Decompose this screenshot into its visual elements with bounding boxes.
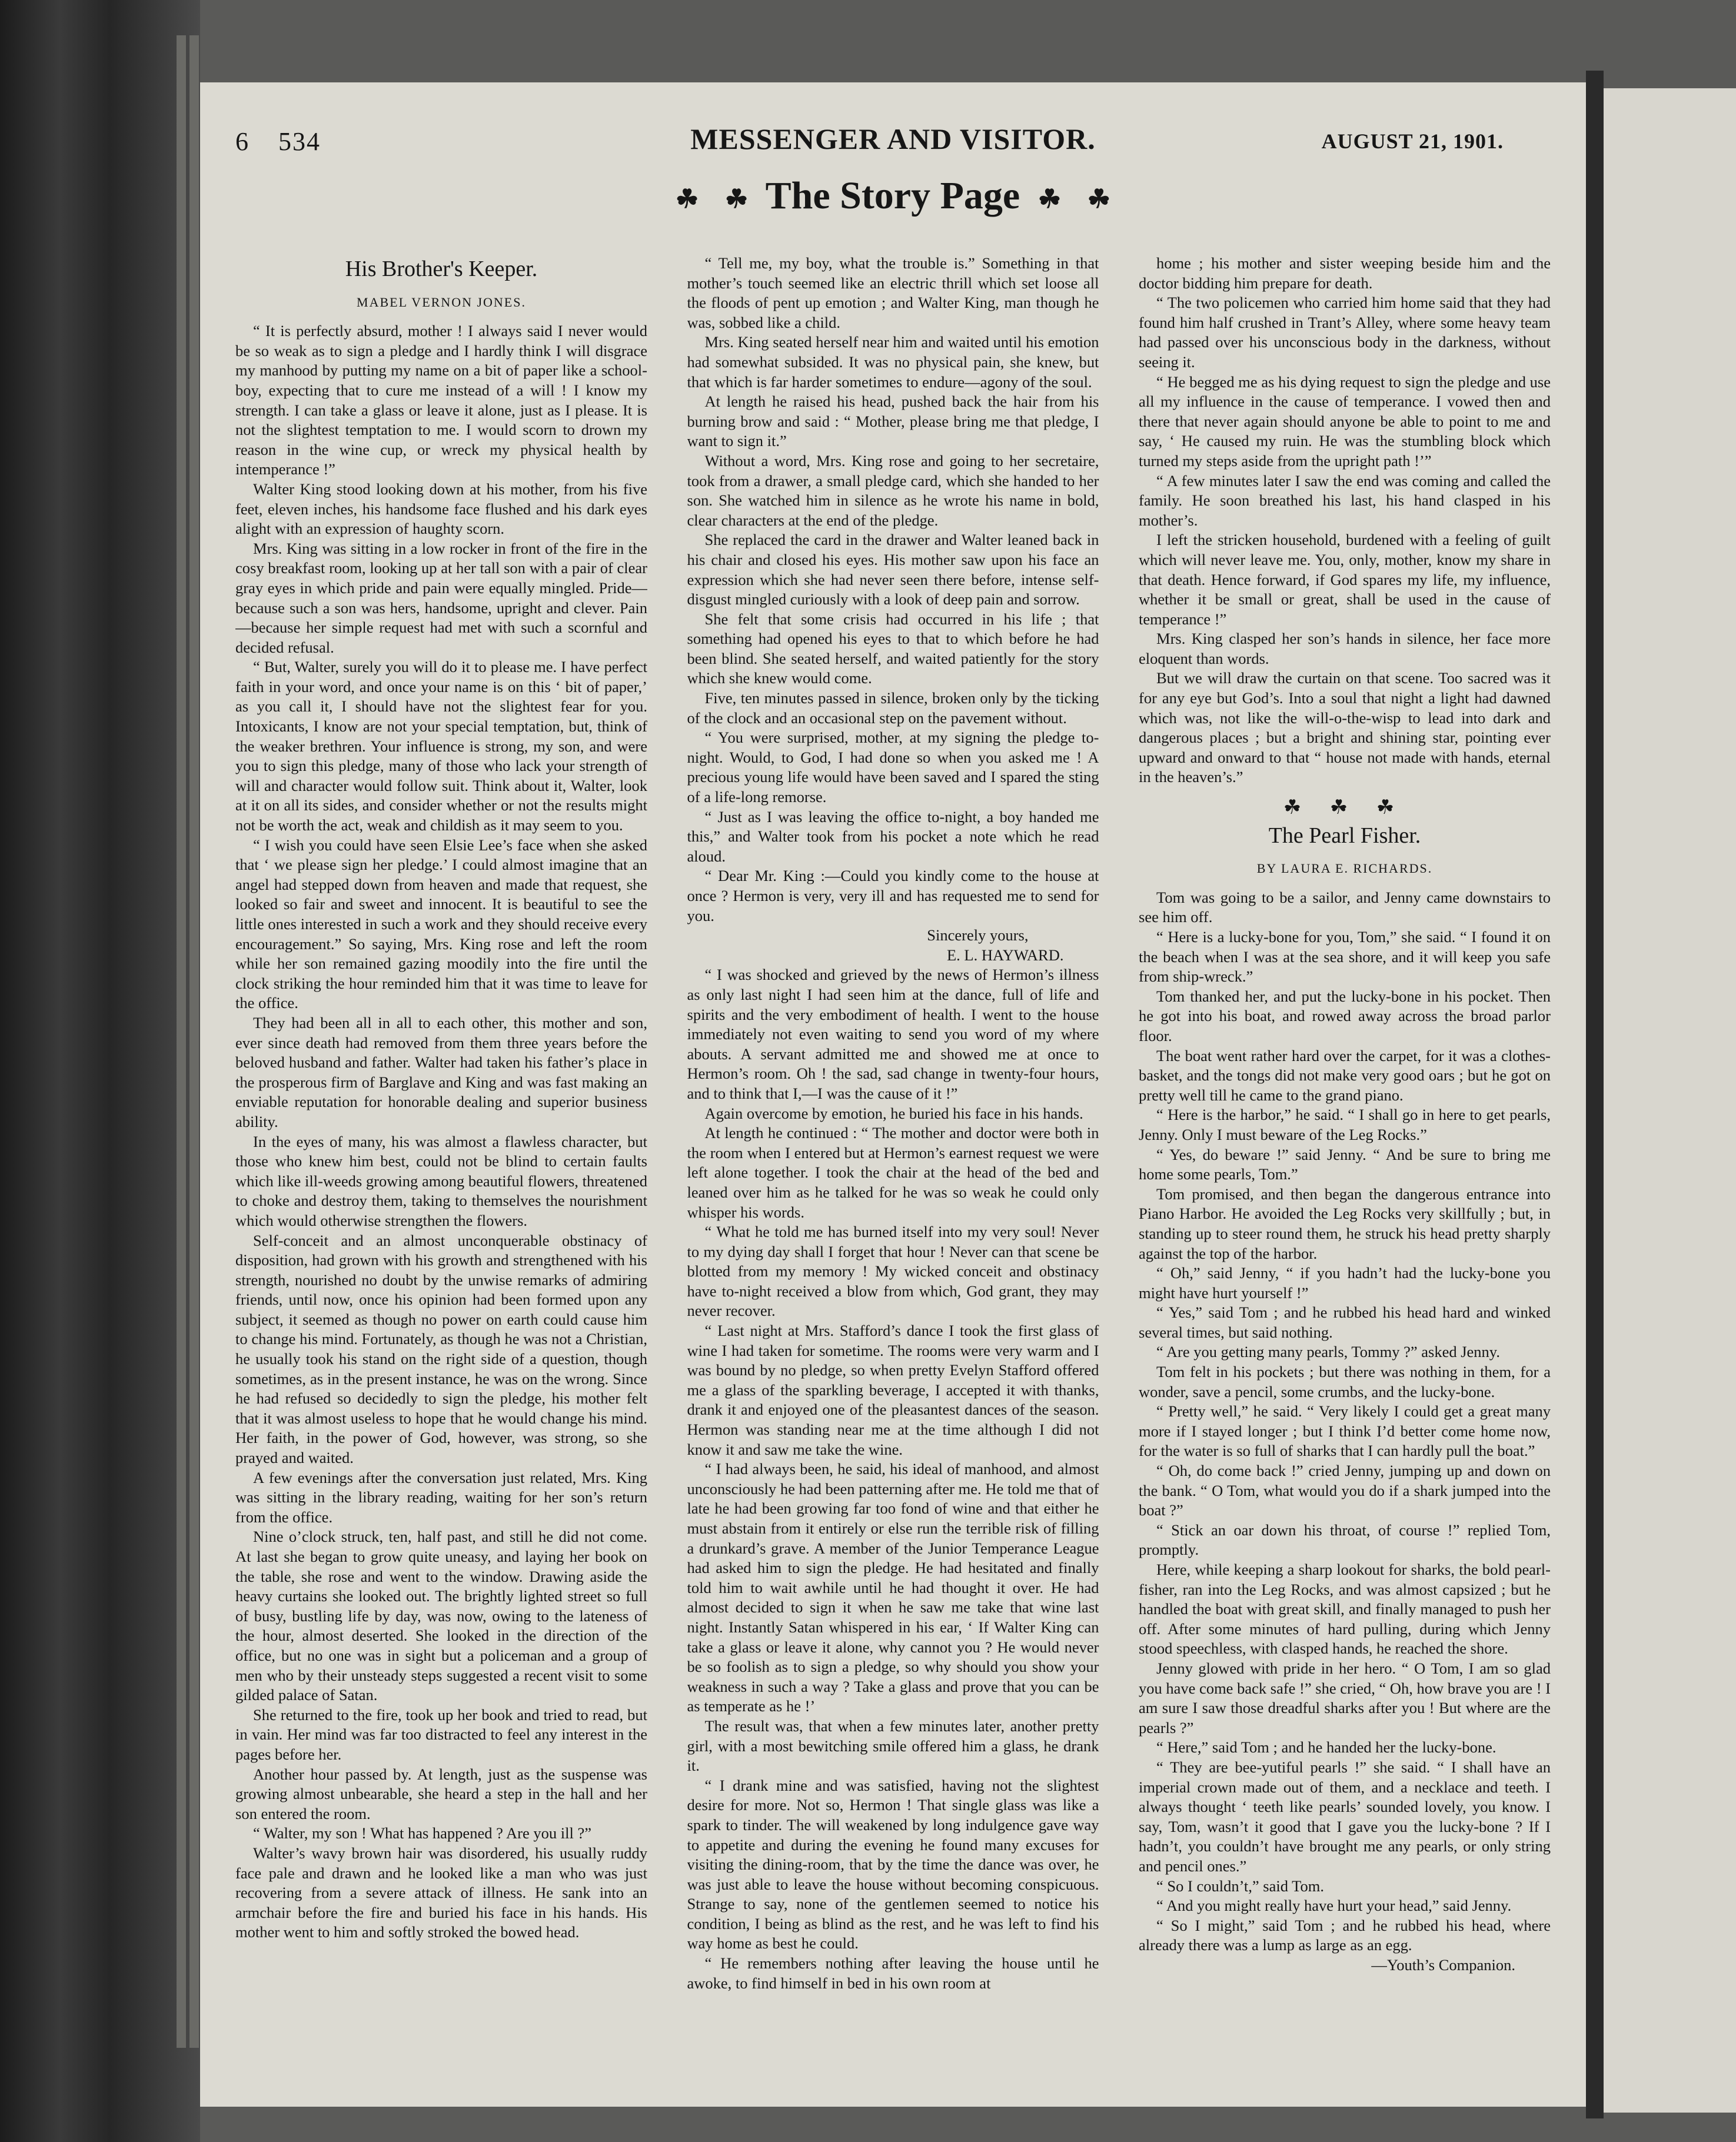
paragraph: “ I drank mine and was satisfied, having not the slightest desire for more. Not so, Hermon ! That single glass was like a spark to tinder. The will weakened by long indulgence gave way to appetite and during the evening he found many excuses for visiting the dining-room, that by the time the dance was over, he was just able to leave the house without becoming conspicuous. Strange to say, none of the gentlemen seemed to notice his condition, I being as blind as the rest, and he was left to find his way home as best he could. [687,1776,1099,1953]
page-stack-edge [177,35,186,2048]
paragraph: The boat went rather hard over the carpet, for it was a clothes-basket, and the tongs did not make very good oars ; but he got on pretty well till he came to the grand piano. [1139,1046,1551,1104]
paragraph: “ Here is the harbor,” he said. “ I shall go in here to get pearls, Jenny. Only I must beware of the Leg Rocks.” [1139,1106,1551,1143]
paragraph: Without a word, Mrs. King rose and going to her secretaire, took from a drawer, a small pledge card, which she handed to her son. She watched him in silence as he wrote his name in bold, clear characters at the end of the pledge. [687,451,1099,529]
column-1-body [235,321,647,1943]
story-title: The Pearl Fisher. [1268,823,1421,848]
paragraph: “ And you might really have hurt your head,” said Jenny. [1156,1897,1512,1915]
paragraph: “ So I couldn’t,” said Tom. [1156,1877,1324,1895]
paragraph: “ Tell me, my boy, what the trouble is.” Something in that mother’s touch seemed like an electric thrill which set loose all the floods of pent up emotion ; and Walter King, man though he was, sobbed like a child. [687,254,1099,331]
column-1 [235,254,647,2078]
paragraph: “ Here is a lucky-bone for you, Tom,” she said. “ I found it on the beach when I was at the sea shore, and it will keep you safe from ship-wreck.” [1139,928,1551,986]
book-binding [0,0,200,2142]
paragraph: Tom promised, and then began the dangerous entrance into Piano Harbor. He avoided the Leg Rocks very skillfully ; but, in standing up to steer round them, he struck his head pretty sharply against the top of the harbor. [1139,1185,1551,1262]
paragraph: She felt that some crisis had occurred in his life ; that something had opened his eyes to that to which before he had been blind. She seated herself, and waited patiently for the story which she knew would come. [687,610,1099,687]
paragraph: “ He remembers nothing after leaving the house until he awoke, to find himself in bed in his own room at [687,1954,1099,1992]
masthead [235,109,1551,168]
story-title: His Brother's Keeper. [345,257,538,281]
paragraph: “ Yes, do beware !” said Jenny. “ And be sure to bring me home some pearls, Tom.” [1139,1145,1551,1183]
paragraph: “ Yes,” said Tom ; and he rubbed his head hard and winked several times, but said nothing. [1139,1303,1551,1341]
paragraph: She replaced the card in the drawer and Walter leaned back in his chair and closed his eyes. His mother saw upon his face an expression which she had never seen there before, intense self-disgust mingled curiously with a look of deep pain and sorrow. [687,531,1099,608]
clover-ornament-icon: ☘ [724,185,749,214]
page-number-total: 534 [278,127,321,156]
paragraph: Here, while keeping a sharp lookout for sharks, the bold pearl-fisher, ran into the Leg Rocks, and was almost capsized ; but he handled the boat with great skill, and finally managed to push her off. After some minutes of hard pulling, during which Jenny stood speechless, with clasped hands, he reached the shore. [1139,1561,1551,1658]
paragraph: At length he raised his head, pushed back the hair from his burning brow and said : “ Mother, please bring me that pledge, I want to sign it.” [687,393,1099,450]
clover-ornament-icon: ☘ [1037,185,1062,214]
paragraph: Jenny glowed with pride in her hero. “ O Tom, I am so glad you have come back safe !” she cried, “ Oh, how brave you are ! I am sure I saw those dreadful sharks after you ! But where are the pearls ?” [1139,1659,1551,1737]
paragraph: “ Just as I was leaving the office to-night, a boy handed me this,” and Walter took from his pocket a note which he read aloud. [687,807,1099,865]
paragraph: I left the stricken household, burdened with a feeling of guilt which will never leave me. You, only, mother, know my share in that death. Hence forward, if God spares my life, my influence, whether it be small or great, shall be used in the cause of temperance !” [1139,531,1551,628]
paragraph: “ I had always been, he said, his ideal of manhood, and almost unconsciously he had been patterning after me. He told me that of late he had been growing far too fond of wine and that either he must abstain from it entirely or else run the terrible risk of filling a drunkard’s grave. A member of the Junior Temperance League had asked him to sign the pledge. He had hesitated and finally told him to wait awhile until he had thought it over. He had almost decided to sign it when he saw me take that wine last night. Instantly Satan whispered in his ear, ‘ If Walter King can take a glass or leave it alone, why cannot you ? He would never be so foolish as to sign a pledge, so why should you show your weakness in such a way ? Take a glass and prove that you can be as temperate as he !’ [687,1460,1099,1715]
paragraph: She returned to the fire, took up her book and tried to read, but in vain. Her mind was far too distracted to feel any interest in the pages before her. [235,1705,647,1763]
issue-date: AUGUST 21, 1901. [1321,129,1504,153]
page-stack-edge [189,35,199,2048]
paragraph: “ So I might,” said Tom ; and he rubbed his head, where already there was a lump as large as an egg. [1139,1916,1551,1954]
paragraph: Again overcome by emotion, he buried his face in his hands. [704,1104,1083,1122]
column-2 [687,254,1099,2078]
column-3 [1139,254,1551,2078]
paragraph: “ Dear Mr. King :—Could you kindly come to the house at once ? Hermon is very, very ill and has requested me to send for you. [687,867,1099,924]
paragraph: The result was, that when a few minutes later, another pretty girl, with a most bewitching smile offered him a glass, he drank it. [687,1717,1099,1775]
paragraph: “ A few minutes later I saw the end was coming and called the family. He soon breathed his last, his hand clasped in his mother’s. [1139,471,1551,529]
paragraph: But we will draw the curtain on that scene. Too sacred was it for any eye but God’s. Into a soul that night a light had dawned which was, not like the will-o-the-wisp to lead into dark and dangerous places ; but a bright and shining star, pointing ever upward and onward to that “ house not made with hands, eternal in the heaven’s.” [1139,669,1551,786]
paragraph: “ Oh, do come back !” cried Jenny, jumping up and down on the bank. “ O Tom, what would you do if a shark jumped into the boat ?” [1139,1462,1551,1519]
paragraph: “ You were surprised, mother, at my signing the pledge to-night. Would, to God, I had done so when you asked me ! A precious young life would have been saved and I spared the sting of a life-long remorse. [687,729,1099,806]
story-byline: BY LAURA E. RICHARDS. [1256,861,1433,876]
paragraph: At length he continued : “ The mother and doctor were both in the room when I entered but at Hermon’s earnest request we were left alone together. I took the chair at the head of the bed and leaned over him as he talked for he was so weak he could only whisper his words. [687,1124,1099,1221]
paragraph: Another hour passed by. At length, just as the suspense was growing almost unbearable, she heard a step in the hall and her son entered the room. [235,1765,647,1822]
paragraph: “ They are bee-yutiful pearls !” she said. “ I shall have an imperial crown made out of them, and a necklace and teeth. I always thought ‘ teeth like pearls’ sounded lovely, you know. I say, Tom, wasn’t it good that I gave you the lucky-bone ? If I hadn’t, you couldn’t have brought me any pearls, or only string and pencil ones.” [1139,1758,1551,1875]
paragraph: “ He begged me as his dying request to sign the pledge and use all my influence in the cause of temperance. I vowed then and there that never again should anyone be able to point to me and say, ‘ He caused my ruin. He was the stumbling block which turned my steps aside from the upright path !’” [1139,372,1551,470]
section-title [235,174,1551,218]
paragraph: Self-conceit and an almost unconquerable obstinacy of disposition, had grown with his growth and strengthened with his strength, nourished no doubt by the unwise remarks of admiring friends, until now, once his opinion had been formed upon any subject, it seemed as though no power on earth could cause him to change his mind. Fortunately, as though he was not a Christian, he usually took his stand on the right side of a question, though sometimes, as in the present instance, he was on the wrong. Since he had refused so decidedly to sign the pledge, his mother felt that it was almost useless to hope that he would change his mind. Her faith, in the power of God, however, was strong, so she prayed and waited. [235,1231,647,1467]
paper-name: MESSENGER AND VISITOR. [690,122,1096,155]
paragraph: Walter King stood looking down at his mother, from his five feet, eleven inches, his handsome face flushed and his dark eyes alight with an expression of haughty scorn. [235,480,647,538]
paragraph: Five, ten minutes passed in silence, broken only by the ticking of the clock and an occasional step on the pavement without. [687,689,1099,727]
clover-ornament-icon: ☘ [675,185,699,214]
column-2-body-top [687,254,1099,926]
paragraph: “ It is perfectly absurd, mother ! I always said I never would be so weak as to sign a pledge and I hardly think I will disgrace my manhood by putting my name on a bit of paper like a school-boy, expecting that to cure me instead of a will ! I know my strength. I can take a glass or leave it alone, just as I please. It is not the slightest temptation to me. I would scorn to drown my reason in the wine cup, or wreck my physical health by intemperance !” [235,322,647,478]
paragraph: “ Last night at Mrs. Stafford’s dance I took the first glass of wine I had taken for sometime. The rooms were very warm and I was bound by no pledge, so when pretty Evelyn Stafford offered me a glass of the sparkling beverage, I accepted it with thanks, drank it and enjoyed one of the pleasantest dances of the season. Hermon was standing near me at the time although I did not know it and saw me take the wine. [687,1322,1099,1458]
paragraph: “ Here,” said Tom ; and he handed her the lucky-bone. [1156,1738,1496,1757]
clover-ornament-icon: ☘ [1087,185,1111,214]
page-number: 6 [235,127,250,156]
story-source: —Youth’s Companion. [1371,1955,1515,1974]
newspaper-page [200,82,1586,2107]
paragraph: Tom thanked her, and put the lucky-bone in his pocket. Then he got into his boat, and rowed away across the broad parlor floor. [1139,987,1551,1045]
paragraph: “ I wish you could have seen Elsie Lee’s face when she asked that ‘ we please sign her pledge.’ I could almost imagine that an angel had stepped down from heaven and made that request, she looked so fair and sweet and innocent. It is beautiful to see the little ones interested in such a work and they should receive every encouragement.” So saying, Mrs. King rose and left the room while her son remained gazing moodily into the fire until the clock striking the hour reminded him that it was time to leave for the office. [235,836,647,1012]
paragraph: “ Walter, my son ! What has happened ? Are you ill ?” [253,1824,591,1842]
letter-signature: E. L. HAYWARD. [946,946,1064,964]
column-2-body-bottom [687,965,1099,1993]
paragraph: A few evenings after the conversation just related, Mrs. King was sitting in the library reading, waiting for her son’s return from the office. [235,1468,647,1526]
section-title-text: The Story Page [765,174,1020,217]
paragraph: “ The two policemen who carried him home said that they had found him half crushed in Trant’s Alley, where some heavy team had passed over his unconscious body in the darkness, without seeing it. [1139,294,1551,371]
article-columns [235,254,1551,2078]
letter-closing: Sincerely yours, [927,926,1029,944]
paragraph: Mrs. King seated herself near him and waited until his emotion had somewhat subsided. It was no physical pain, she knew, but that which is far harder sometimes to endure—agony of the soul. [687,333,1099,391]
paragraph: In the eyes of many, his was almost a flawless character, but those who knew him best, could not be blind to certain faults which like ill-weeds growing among beautiful flowers, threatened to choke and destroy them, taking to themselves the nourishment which would otherwise strengthen the flowers. [235,1132,647,1229]
paragraph: Walter’s wavy brown hair was disordered, his usually ruddy face pale and drawn and he looked like a man who was just recovering from a severe attack of illness. He sank into an armchair before the fire and buried his face in his hands. His mother went to him and softly stroked the bowed head. [235,1844,647,1941]
gutter-shadow [1586,71,1604,2118]
paragraph: “ Are you getting many pearls, Tommy ?” asked Jenny. [1156,1343,1500,1361]
paragraph: Mrs. King clasped her son’s hands in silence, her face more eloquent than words. [1139,630,1551,667]
paragraph: “ But, Walter, surely you will do it to please me. I have perfect faith in your word, and once your name is on this ‘ bit of paper,’ as you call it, I should have not the slightest fear for you. Intoxicants, I know are not your special temptation, but, think of the weaker brethren. Your influence is strong, my son, and were you to sign this pledge, many of those who lack your strength of will and character would follow suit. Think about it, Walter, look at it on all its sides, and consider whether or not the results might not be worth the act, weak and childish as it may seem to you. [235,658,647,834]
ornament-separator: ☘ ☘ ☘ [1283,797,1406,819]
paragraph: “ Pretty well,” he said. “ Very likely I could get a great many more if I stayed longer ; but I think I’d better come home now, for the water is so full of sharks that I can hardly pull the boat.” [1139,1402,1551,1460]
story-2-body [1139,888,1551,1955]
adjacent-page-edge [1604,88,1736,2113]
paragraph: “ Oh,” said Jenny, “ if you hadn’t had the lucky-bone you might have hurt yourself !” [1139,1264,1551,1302]
paragraph: home ; his mother and sister weeping beside him and the doctor bidding him prepare for death. [1139,254,1551,292]
paragraph: Tom felt in his pockets ; but there was nothing in them, for a wonder, save a pencil, some crumbs, and the lucky-bone. [1139,1363,1551,1401]
column-3-body [1139,254,1551,787]
paragraph: They had been all in all to each other, this mother and son, ever since death had removed from them three years before the beloved husband and father. Walter had taken his father’s place in the prosperous firm of Barglave and King and was fast making an enviable reputation for honorable dealing and superior business ability. [235,1013,647,1130]
paragraph: “ I was shocked and grieved by the news of Hermon’s illness as only last night I had seen him at the dance, full of life and spirits and the very embodiment of health. I went to the house immediately not even waiting to send you word of my where abouts. A servant admitted me and showed me at once to Hermon’s room. Oh ! the sad, sad change in twenty-four hours, and to think that I,—I was the cause of it !” [687,966,1099,1102]
paragraph: Tom was going to be a sailor, and Jenny came downstairs to see him off. [1139,888,1551,926]
story-byline: MABEL VERNON JONES. [357,294,526,310]
paragraph: “ What he told me has burned itself into my very soul! Never to my dying day shall I forget that hour ! Never can that scene be blotted from my memory ! My wicked conceit and obstinacy have to-night received a blow from which, God grant, they may never recover. [687,1223,1099,1320]
paragraph: “ Stick an oar down his throat, of course !” replied Tom, promptly. [1139,1521,1551,1559]
paragraph: Nine o’clock struck, ten, half past, and still he did not come. At last she began to grow quite uneasy, and laying her book on the table, she rose and went to the window. Drawing aside the heavy curtains she looked out. The brightly lighted street so full of busy, bustling life by day, was now, owing to the lateness of the hour, almost deserted. She looked in the direction of the office, but no one was in sight but a policeman and a group of men who by their unsteady steps suggested a recent visit to some gilded palace of Satan. [235,1528,647,1704]
paragraph: Mrs. King was sitting in a low rocker in front of the fire in the cosy breakfast room, looking up at her tall son with a pair of clear gray eyes in which pride and pain were equally mingled. Pride—because such a son was hers, handsome, upright and clever. Pain—because her simple request had met with such a scornful and decided refusal. [235,539,647,656]
